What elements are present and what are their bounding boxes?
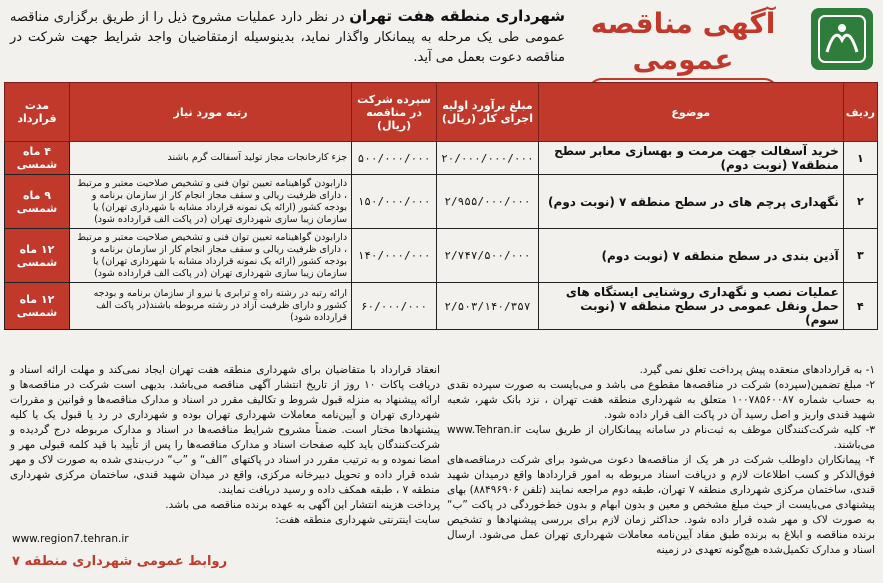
note-item: ۲- مبلغ تضمین(سپرده) شرکت در مناقصه‌ها مقطوع می باشد و می‌بایست به صورت سپرده نقدی به حساب شماره ۱۰۰۷۸۵۶۰۰۸۷ متعلق به شهرداری منطقه هفت تهران ، نزد بانک شهر، شعبه شهید قندی واریز و اصل رسید آن در پاکت الف قرار داده شود.	[447, 379, 875, 421]
issuer-name: شهرداری منطقه هفت تهران	[349, 7, 565, 25]
row-subject: نگهداری پرچم های در سطح منطقه ۷ (نوبت دوم)	[538, 175, 843, 229]
note-item: ۱- به قراردادهای منعقده پیش پرداخت تعلق نمی گیرد.	[639, 364, 875, 376]
row-deposit: ۵۰۰/۰۰۰/۰۰۰	[352, 142, 437, 175]
row-estimate: ۲۰/۰۰۰/۰۰۰/۰۰۰	[437, 142, 539, 175]
col-qualification: رتبه مورد نیاز	[70, 83, 352, 142]
row-duration: ۹ ماه شمسی	[5, 175, 70, 229]
col-duration: مدت قرارداد	[5, 83, 70, 142]
notes-left-column	[10, 363, 440, 528]
row-qualification: جزء کارخانجات مجاز تولید آسفالت گرم باشند	[70, 142, 352, 175]
footer-signature: روابط عمومی شهرداری منطقه ۷	[12, 554, 228, 569]
row-subject: خرید آسفالت جهت مرمت و بهسازی معابر سطح منطقه۷ (نوبت دوم)	[538, 142, 843, 175]
col-deposit: سپرده شرکت در مناقصه (ریال)	[352, 83, 437, 142]
row-subject: عملیات نصب و نگهداری روشنایی ایستگاه های حمل ونقل عمومی در سطح منطقه ۷ (نوبت سوم)	[538, 283, 843, 330]
logo-emblem-icon	[815, 12, 869, 66]
row-idx: ۳	[843, 229, 877, 283]
table-row	[5, 229, 878, 283]
col-idx: ردیف	[843, 83, 877, 142]
note-item: ۳- کلیه شرکت‌کنندگان موظف به ثبت‌نام در سامانه پیمانکاران از طریق سایت www.Tehran.ir می‌باشند.	[447, 424, 875, 451]
note-item: سایت اینترنتی شهرداری منطقه هفت:	[275, 514, 440, 526]
table-row	[5, 175, 878, 229]
tender-table	[4, 82, 878, 330]
row-qualification: دارابودن گواهینامه تعیین توان فنی و تشخیص صلاحیت معتبر و مرتبط ، دارای ظرفیت ریالی و سقف مجاز انجام کار از سازمان برنامه و بودجه کشور (ارائه یک نمونه قرارداد مشابه با شهرداری تهران) یا سازمان زیبا سازی شهرداری تهران (در پاکت الف قرارداده شود)	[70, 175, 352, 229]
row-estimate: ۲/۷۴۷/۵۰۰/۰۰۰	[437, 229, 539, 283]
row-deposit: ۱۴۰/۰۰۰/۰۰۰	[352, 229, 437, 283]
website-link[interactable]: www.region7.tehran.ir	[12, 533, 129, 545]
row-idx: ۴	[843, 283, 877, 330]
note-item: انعقاد قرارداد با متقاضیان برای شهرداری منطقه هفت تهران ایجاد نمی‌کند و مهلت ارائه اسناد و دریافت پاکات ۱۰ روز از تاریخ انتشار آگهی مناقصه می‌باشد. بدیهی است شرکت در مناقصه‌ها و ارائه پیشنهاد به منزله قبول شروط و تکالیف مقرر در اسناد و مدارک مناقصه‌ها و قوانین و مقررات شهرداری تهران و آیین‌نامه معاملات شهرداری تهران بوده و شهرداری در رد یا قبول یک یا کلیه پیشنهادها مختار است. ضمناً مشروح شرایط مناقصه‌ها در اسناد و مدارک مربوطه درج گردیده و شرکت‌کنندگان باید کلیه صفحات اسناد و مدارک مناقصه‌ها را پس از تأیید با قید کلمه قبولی مهر و امضا نموده و به ترتیب مقرر در اسناد در پاکتهای ”الف“ و ”ب“ درب‌بندی شده به صورت لاک و مهر شده قرار داده و تحویل دبیرخانه مرکزی، واقع در میدان شهید قندی، ساختمان مرکزی شهرداری منطقه ۷ ، طبقه همکف داده و رسید دریافت نمایند.	[10, 364, 441, 496]
notes-right-column	[447, 363, 875, 558]
row-deposit: ۱۵۰/۰۰۰/۰۰۰	[352, 175, 437, 229]
col-estimate: مبلغ برآورد اولیه اجرای کار (ریال)	[437, 83, 539, 142]
note-item: پرداخت هزینه انتشار این آگهی به عهده برنده مناقصه می باشد.	[165, 499, 440, 511]
tehran-municipality-logo	[811, 8, 873, 70]
row-deposit: ۶۰/۰۰۰/۰۰۰	[352, 283, 437, 330]
table-row	[5, 283, 878, 330]
row-subject: آذین بندی در سطح منطقه ۷ (نوبت دوم)	[538, 229, 843, 283]
intro-paragraph	[10, 6, 565, 68]
row-duration: ۴ ماه شمسی	[5, 142, 70, 175]
row-estimate: ۲/۹۵۵/۰۰۰/۰۰۰	[437, 175, 539, 229]
row-qualification: ارائه رتبه در رشته راه و ترابری یا نیرو از سازمان برنامه و بودجه کشور و دارای ظرفیت آزاد در رشته مربوطه باشند(در پاکت الف قرارداده شود)	[70, 283, 352, 330]
table-row	[5, 142, 878, 175]
row-idx: ۲	[843, 175, 877, 229]
row-estimate: ۲/۵۰۳/۱۴۰/۳۵۷	[437, 283, 539, 330]
col-subject: موضوع	[538, 83, 843, 142]
row-idx: ۱	[843, 142, 877, 175]
intro-text: در نظر دارد عملیات مشروح ذیل را از طریق برگزاری مناقصه عمومی طی یک مرحله به پیمانکار واگذار نماید، بدینوسیله ازمتقاضیان واجد شرایط جهت شرکت در مناقصه دعوت بعمل می آید.	[10, 10, 565, 65]
row-qualification: دارابودن گواهینامه تعیین توان فنی و تشخیص صلاحیت معتبر و مرتبط ، دارای ظرفیت ریالی و سقف مجاز انجام کار از سازمان برنامه و بودجه کشور (ارائه یک نمونه قرارداد مشابه با شهرداری تهران) یا سازمان زیبا سازی شهرداری تهران (در پاکت الف قرارداده شود)	[70, 229, 352, 283]
row-duration: ۱۲ ماه شمسی	[5, 229, 70, 283]
row-duration: ۱۲ ماه شمسی	[5, 283, 70, 330]
page-title: آگهی مناقصه عمومی	[590, 7, 776, 76]
note-item: ۴- پیمانکاران داوطلب شرکت در هر یک از مناقصه‌ها دعوت می‌شود برای شرکت درمناقصه‌های فوق‌الذکر و کسب اطلاعات لازم و دریافت اسناد مربوطه به امور قراردادها واقع درمیدان شهید قندی، ساختمان مرکزی شهرداری منطقه ۷ تهران، طبقه دوم مراجعه نمایند (تلفن ۸۸۴۹۶۹۰۶) بهای پیشنهادی می‌بایست از حیث مبلغ مشخص و معین و بدون ابهام و بدون خط‌خوردگی در پاکت ”ب“ به صورت لاک و مهر شده قرار داده شود. حداکثر زمان لازم برای بررسی پیشنهادها و تشخیص برنده مناقصه و ابلاغ به برنده طبق مفاد آیین‌نامه معاملات شهرداری تهران عمل می‌شود. ارسال اسناد و مدارک تکمیل‌شده هیچ‌گونه تعهدی در زمینه	[447, 454, 875, 556]
table-header-row	[5, 83, 878, 142]
